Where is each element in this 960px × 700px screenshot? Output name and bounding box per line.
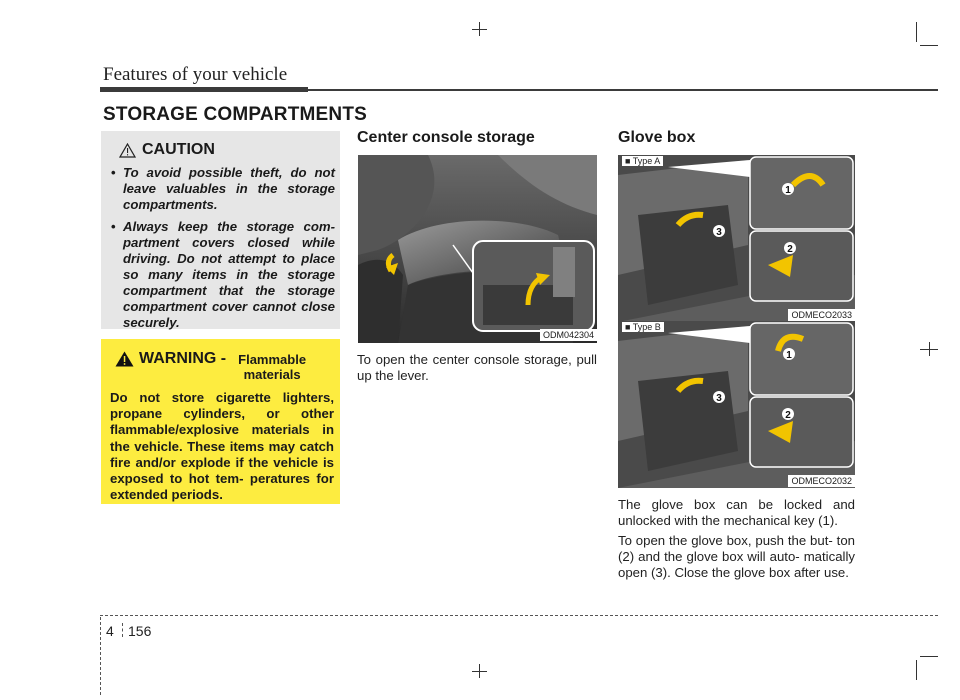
warning-heading	[115, 349, 313, 382]
glove-box-text-2: To open the glove box, push the but- ton (2) and the glove box will auto- matically open (3). Close the glove box after use.	[618, 533, 855, 581]
page-number: 156	[128, 623, 152, 639]
caution-heading	[119, 141, 215, 159]
warning-subtitle: Flammable materials	[238, 352, 307, 382]
crop-mark-br-vertical	[916, 660, 917, 680]
type-a-label: ■ Type A	[622, 156, 663, 166]
crop-mark-tr-horizontal	[920, 45, 938, 46]
glove-box-type-a-image	[618, 155, 855, 322]
warning-triangle-outline-icon	[119, 143, 136, 158]
crop-mark-top-horizontal	[472, 29, 487, 30]
warning-body: Do not store cigarette lighters, propane cylinders, or other flammable/explosive materials in the vehicle. These items may catch fire and/or explode if the vehicle is exposed to hot tem- peratures for extended periods.	[110, 390, 334, 503]
crop-mark-bottom-horizontal	[472, 671, 487, 672]
crop-mark-br-horizontal	[920, 656, 938, 657]
center-console-text: To open the center console storage, pull up the lever.	[357, 352, 597, 384]
caution-list	[109, 165, 335, 337]
page-number-separator	[122, 623, 124, 637]
header-rule-thin	[308, 89, 938, 91]
footer-margin-rule	[100, 617, 101, 695]
center-console-image	[358, 155, 597, 343]
caution-title: CAUTION	[142, 141, 215, 158]
running-header: Features of your vehicle	[103, 64, 288, 85]
warning-triangle-filled-icon	[115, 351, 134, 367]
svg-text:1: 1	[785, 185, 791, 196]
warning-box	[101, 339, 340, 504]
center-console-heading: Center console storage	[357, 129, 535, 146]
chapter-number: 4	[106, 623, 114, 639]
type-b-label: ■ Type B	[622, 322, 664, 332]
footer-rule	[100, 615, 938, 616]
caution-box	[101, 131, 340, 329]
svg-text:3: 3	[716, 227, 722, 238]
section-title: STORAGE COMPARTMENTS	[103, 104, 368, 125]
caution-item: • Always keep the storage com- partment covers closed while driving. Do not attempt to place so many items in the storage compartment that the storage compartment cover cannot close securely.	[109, 219, 335, 331]
image-code: ODMECO2033	[788, 309, 855, 321]
crop-mark-tr-vertical	[916, 22, 917, 42]
glove-box-heading: Glove box	[618, 129, 696, 146]
header-rule-thick	[100, 87, 308, 92]
glove-box-text-1: The glove box can be locked and unlocked with the mechanical key (1).	[618, 497, 855, 529]
svg-text:1: 1	[786, 350, 792, 361]
svg-text:3: 3	[716, 393, 722, 404]
svg-text:2: 2	[785, 410, 791, 421]
glove-box-type-b-image	[618, 321, 855, 488]
image-code: ODM042304	[540, 329, 597, 341]
caution-item: • To avoid possible theft, do not leave valuables in the storage compartments.	[109, 165, 335, 213]
warning-title: WARNING -	[139, 350, 227, 367]
svg-text:2: 2	[787, 244, 793, 255]
image-code: ODMECO2032	[788, 475, 855, 487]
crop-mark-right-vertical	[929, 342, 930, 356]
